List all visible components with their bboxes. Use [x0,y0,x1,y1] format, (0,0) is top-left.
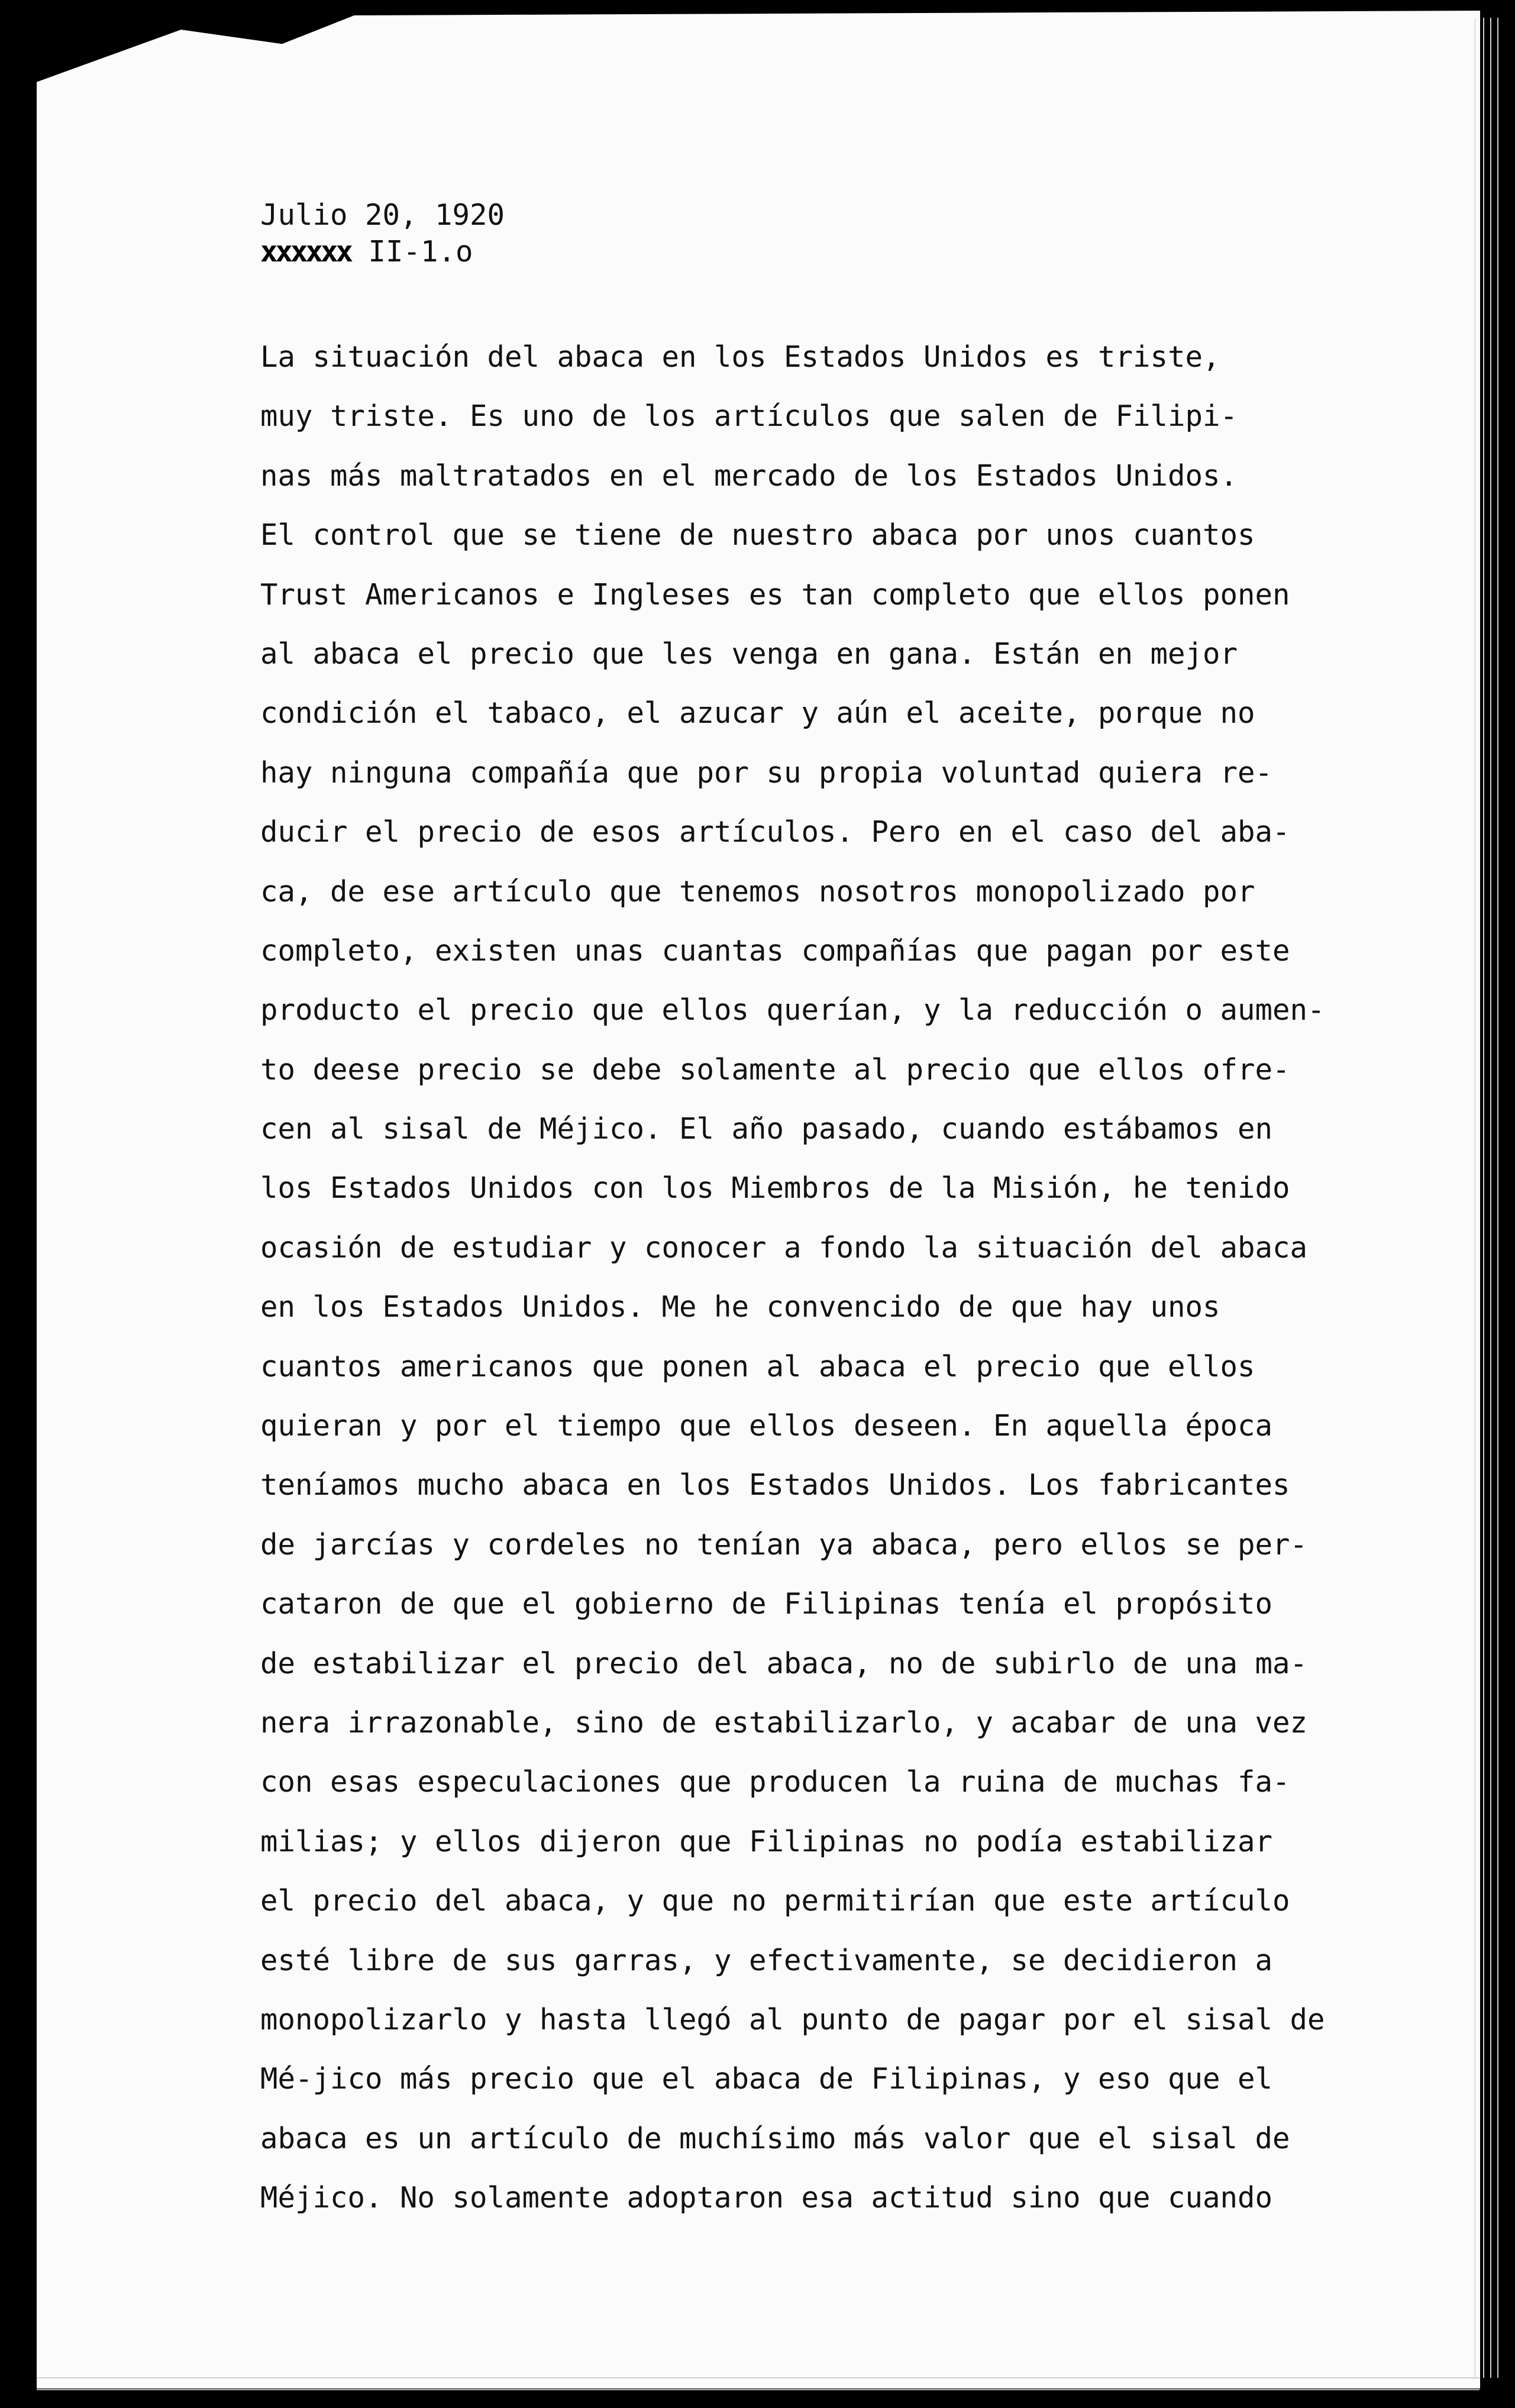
body-line: Mé-jico más precio que el abaca de Filipinas, y eso que el [260,2062,1273,2096]
body-line: de jarcías y cordeles no tenían ya abaca, pero ellos se per- [260,1527,1308,1562]
body-line: Méjico. No solamente adoptaron esa actitud sino que cuando [260,2181,1273,2215]
body-line: El control que se tiene de nuestro abaca por unos cuantos [260,518,1255,552]
body-line: Trust Americanos e Ingleses es tan completo que ellos ponen [260,577,1290,612]
body-line: con esas especulaciones que producen la ruina de muchas fa- [260,1765,1290,1799]
reference-code-line [260,235,1384,271]
body-line: hay ninguna compañía que por su propia voluntad quiera re- [260,755,1273,790]
body-line: los Estados Unidos con los Miembros de la Misión, he tenido [260,1171,1290,1205]
body-line: monopolizarlo y hasta llegó al punto de pagar por el sisal de [260,2002,1325,2037]
body-line: al abaca el precio que les venga en gana. Están en mejor [260,636,1238,671]
body-line: to deese precio se debe solamente al precio que ellos ofre- [260,1052,1290,1087]
body-line: completo, existen unas cuantas compañías que pagan por este [260,933,1290,968]
body-line: abaca es un artículo de muchísimo más valor que el sisal de [260,2121,1290,2155]
body-line: teníamos mucho abaca en los Estados Unidos. Los fabricantes [260,1468,1290,1502]
body-line: La situación del abaca en los Estados Unidos es triste, [260,340,1220,374]
struck-out-code: xxxxxx [260,235,351,269]
body-line: cataron de que el gobierno de Filipinas tenía el propósito [260,1587,1273,1621]
body-line: quieran y por el tiempo que ellos deseen. En aquella época [260,1409,1273,1443]
body-line: cen al sisal de Méjico. El año pasado, cuando estábamos en [260,1112,1273,1146]
body-line: cuantos americanos que ponen al abaca el precio que ellos [260,1349,1255,1384]
letter-body [260,328,1384,2228]
reference-code: II-1.o [368,235,473,269]
body-line: esté libre de sus garras, y efectivamente, se decidieron a [260,1943,1273,1977]
body-line: ocasión de estudiar y conocer a fondo la situación del abaca [260,1230,1308,1265]
stacked-page-edges [1474,18,1503,2378]
body-line: condición el tabaco, el azucar y aún el aceite, porque no [260,696,1255,731]
bottom-page-edge [37,2377,1480,2390]
body-line: de estabilizar el precio del abaca, no de subirlo de una ma- [260,1646,1308,1680]
body-line: milias; y ellos dijeron que Filipinas no podía estabilizar [260,1824,1273,1858]
body-line: en los Estados Unidos. Me he convencido de que hay unos [260,1290,1220,1324]
date-line: Julio 20, 1920 [260,198,505,232]
body-line: muy triste. Es uno de los artículos que salen de Filipi- [260,399,1238,434]
body-line: el precio del abaca, y que no permitirían que este artículo [260,1884,1290,1918]
body-line: nera irrazonable, sino de estabilizarlo, y acabar de una vez [260,1705,1308,1740]
body-line: producto el precio que ellos querían, y la reducción o aumen- [260,993,1325,1027]
body-line: nas más maltratados en el mercado de los Estados Unidos. [260,458,1238,493]
body-line: ducir el precio de esos artículos. Pero en el caso del aba- [260,815,1290,849]
body-line: ca, de ese artículo que tenemos nosotros monopolizado por [260,874,1255,909]
typewritten-text [260,198,1384,2228]
